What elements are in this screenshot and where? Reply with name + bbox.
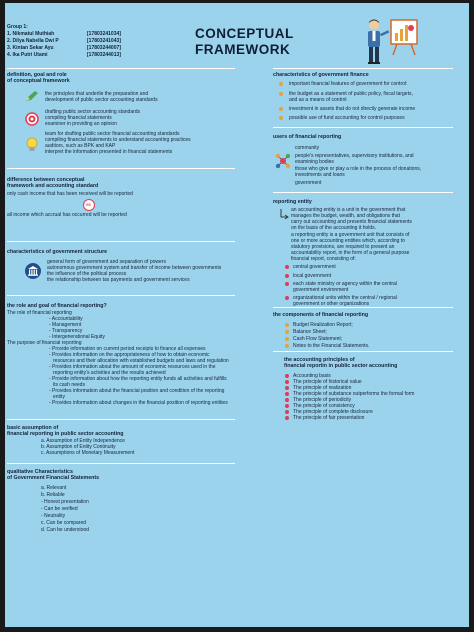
pen-icon — [25, 90, 39, 102]
components-heading: the components of financial reporting — [273, 312, 369, 318]
users-line: people's representatives, supervisory institutions, and — [295, 153, 414, 159]
characteristics-item-4: possible use of fund accounting for control purposes — [289, 115, 405, 121]
characteristics-bullet — [279, 92, 283, 96]
group-label: Group 1: — [7, 24, 28, 30]
role-line: - Intergenerational Equity — [49, 334, 105, 340]
characteristics-item-2-line-2: and as a means of control — [289, 97, 347, 103]
entity-para2-line: one or more accounting entities which, according to — [291, 238, 405, 244]
principles-item: Accounting basis — [293, 373, 331, 379]
divider — [273, 68, 453, 69]
divider — [7, 419, 235, 420]
definition-item-1-line-2: development of public sector accounting standards — [45, 97, 158, 103]
role-line: - Provides information on the appropriateness of how to obtain economic — [49, 352, 210, 358]
entity-para2-line: statutory provisions, are required to present an — [291, 244, 395, 250]
role-line: its cash needs — [53, 382, 85, 388]
divider — [7, 295, 235, 296]
entity-bullet — [285, 296, 289, 300]
qualitative-line: d. Can be understood — [41, 527, 90, 533]
characteristics-bullet — [279, 107, 283, 111]
entity-arrow-icon — [279, 208, 289, 220]
qualitative-line: b. Reliable — [41, 492, 65, 498]
characteristics-bullet — [279, 82, 283, 86]
role-line: - Provides information about the financial position and condition of the reporting — [49, 388, 225, 394]
definition-item-2-line-3: examiner in providing an opinion — [45, 121, 117, 127]
definition-item-1-line-1: the principles that underlie the preparation and — [45, 91, 149, 97]
entity-para1-line: on the basis of the accounting it holds. — [291, 225, 377, 231]
assumption-heading-2: financial reporting in public sector accounting — [7, 431, 124, 437]
entity-para2-line: financial report, consisting of: — [291, 256, 356, 262]
entity-para1-line: manages the budget, wealth, and obligations that — [291, 213, 400, 219]
structure-heading: characteristics of government structure — [7, 249, 108, 255]
principles-bullet — [285, 416, 289, 420]
principles-item: The principle of realization — [293, 385, 352, 391]
characteristics-item-2-line-1: the budget as a statement of public policy, fiscal targets, — [289, 91, 413, 97]
role-line: - Provide information on current period receipts to finance all expenses — [49, 346, 206, 352]
divider — [273, 351, 453, 352]
qualitative-line: c. Can be compared — [41, 520, 87, 526]
target-icon — [25, 112, 39, 126]
definition-heading-1: definition, goal and role — [7, 72, 67, 78]
entity-item: local government — [293, 273, 332, 279]
entity-item: government or other organizations — [293, 301, 370, 307]
role-line: - Provide information about how the reporting entity funds all activities and fulfills — [49, 376, 227, 382]
entity-bullet — [285, 282, 289, 286]
role-line: - Management — [49, 322, 82, 328]
role-line: - Accountability — [49, 316, 83, 322]
principles-heading-1: the accounting principles of — [284, 357, 355, 363]
users-line: those who give or play a role in the process of donations, — [295, 166, 422, 172]
divider — [7, 68, 235, 69]
users-line: investments and loans — [295, 172, 345, 178]
entity-para2-line: accountability report, in the form of a general purpose — [291, 250, 410, 256]
role-line: - Transparency — [49, 328, 83, 334]
entity-para2-line: a reporting entity is a government unit that consists of — [291, 232, 410, 238]
components-bullet — [285, 330, 289, 334]
users-line: government — [295, 180, 322, 186]
components-bullet — [285, 344, 289, 348]
structure-line-4: the relationship between tax payments and government services — [47, 277, 190, 283]
principles-bullet — [285, 398, 289, 402]
qualitative-line: - Honest presentation — [41, 499, 89, 505]
qualitative-heading-1: qualitative Characteristics — [7, 469, 73, 475]
characteristics-heading: characteristics of government finance — [273, 72, 369, 78]
entity-item: each state ministry or agency within the central — [293, 281, 397, 287]
structure-line-3: the influence of the political process — [47, 271, 127, 277]
users-line: community — [295, 145, 320, 151]
principles-item: The principle of fair presentation — [293, 415, 365, 421]
components-item: Balance Sheet; — [293, 329, 327, 335]
qualitative-line: - Can be verified — [41, 506, 78, 512]
vs-badge-icon — [83, 199, 95, 211]
member-2-id: [17803241043] — [87, 38, 121, 44]
definition-item-2-line-1: drafting public sector accounting standards — [45, 109, 141, 115]
users-line: examining bodies — [295, 159, 334, 165]
page-title-line1: CONCEPTUAL — [195, 26, 294, 41]
divider — [7, 241, 235, 242]
principles-bullet — [285, 380, 289, 384]
components-item: Budget Realization Report; — [293, 322, 353, 328]
poster — [5, 3, 469, 627]
role-line: resources and their allocation with established budgets and laws and regulation — [53, 358, 229, 364]
characteristics-bullet — [279, 116, 283, 120]
government-building-icon — [25, 263, 41, 279]
definition-item-3-line-3: auditors, such as BPK and KAP — [45, 143, 116, 149]
divider — [273, 127, 453, 128]
principles-heading-2: financial reportin in public sector accounting — [284, 363, 398, 369]
principles-item: The principle of historical value — [293, 379, 362, 385]
role-line: reporting entity's activities and the results achieved — [53, 370, 166, 376]
principles-item: The principle of periodicity — [293, 397, 352, 403]
definition-item-2-line-2: compiling financial statements — [45, 115, 112, 121]
entity-para1-line: carry out accounting and presents financial statements — [291, 219, 412, 225]
role-line: - Provides information about changes in the financial position of reporting entities — [49, 400, 228, 406]
role-line: - Provides information about the amount of economic resources used in the — [49, 364, 216, 370]
chart-board-icon — [390, 19, 420, 57]
bulb-icon — [26, 137, 38, 153]
entity-para1-line: an accounting entity is a unit in the government that — [291, 207, 406, 213]
entity-item: government environment — [293, 287, 349, 293]
difference-line-1: only cash income that has been received will be reported — [7, 191, 133, 197]
principles-item: The principle of complete disclosure — [293, 409, 373, 415]
entity-heading: reporting entity — [273, 199, 312, 205]
assumption-heading-1: basic assumption of — [7, 425, 59, 431]
principles-bullet — [285, 410, 289, 414]
principles-bullet — [285, 392, 289, 396]
vs-label: VS — [85, 202, 91, 207]
principles-bullet — [285, 386, 289, 390]
users-heading: users of financial reporting — [273, 134, 342, 140]
divider — [273, 192, 453, 193]
entity-bullet — [285, 265, 289, 269]
components-bullet — [285, 323, 289, 327]
member-3-name: 3. Kintan Sekar Ayu — [7, 45, 54, 51]
components-item: Cash Flow Statement; — [293, 336, 343, 342]
entity-item: organizational units within the central / regional — [293, 295, 397, 301]
divider — [273, 307, 453, 308]
assumption-line: c. Assumptions of Monetary Measurement — [41, 450, 135, 456]
role-heading: the role and goal of financial reporting? — [7, 303, 107, 309]
role-line: The role of financial reporting — [7, 310, 72, 316]
member-2-name: 2. Dilya Nabella Dwi P — [7, 38, 59, 44]
qualitative-line: a. Relevant — [41, 485, 67, 491]
difference-heading-1: difference between conceptual — [7, 177, 85, 183]
definition-item-3-line-1: team for drafting public sector financial accounting standards — [45, 131, 180, 137]
components-item: Notes to the Financial Statements. — [293, 343, 370, 349]
structure-line-2: autonomous government system and transfer of income between governments — [47, 265, 222, 271]
entity-item: central government — [293, 264, 336, 270]
member-1-name: 1. Nikmatul Muthiah — [7, 31, 55, 37]
qualitative-heading-2: of Government Financial Statements — [7, 475, 100, 481]
components-bullet — [285, 337, 289, 341]
difference-heading-2: framework and accounting standard — [7, 183, 99, 189]
characteristics-item-3: investment in assets that do not directly generate income — [289, 106, 416, 112]
role-line: The purpose of financial reporting — [7, 340, 82, 346]
structure-line-1: general form of government and separation of powers — [47, 259, 166, 265]
principles-item: The principle of substance outperforms the formal form — [293, 391, 415, 397]
principles-bullet — [285, 404, 289, 408]
people-network-icon — [275, 153, 291, 169]
entity-bullet — [285, 274, 289, 278]
assumption-line: b. Assumption of Entity Continuity — [41, 444, 116, 450]
role-line: entity — [53, 394, 65, 400]
qualitative-line: - Neutrality — [41, 513, 66, 519]
member-3-id: [17803244007] — [87, 45, 121, 51]
member-1-id: [17803241034] — [87, 31, 121, 37]
page-title-line2: FRAMEWORK — [195, 42, 291, 57]
divider — [7, 463, 235, 464]
principles-item: The principle of consistency — [293, 403, 355, 409]
assumption-line: a. Assumption of Entity Independence — [41, 438, 125, 444]
definition-item-3-line-2: compiling financial statements to understand accounting practices — [45, 137, 191, 143]
divider — [7, 168, 235, 169]
member-4-name: 4. Ika Putri Utami — [7, 52, 48, 58]
member-4-id: [17803244013] — [87, 52, 121, 58]
principles-bullet — [285, 374, 289, 378]
characteristics-item-1: important financial features of government for control: — [289, 81, 408, 87]
definition-heading-2: of conceptual framework — [7, 78, 70, 84]
difference-line-2: all income which accrual has occurred will be reported — [7, 212, 127, 218]
definition-item-3-line-4: interpret the information presented in financial statements — [45, 149, 173, 155]
